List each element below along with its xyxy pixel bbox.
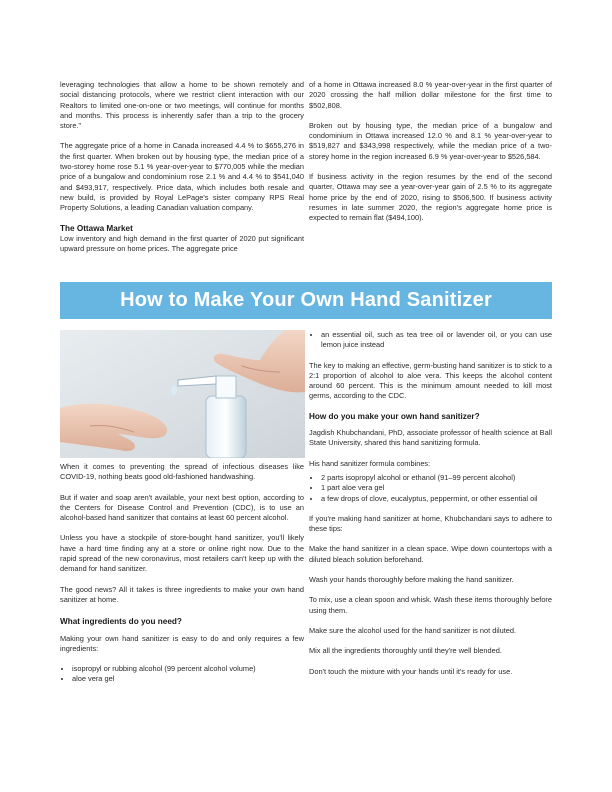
paragraph: The key to making an effective, germ-busting hand sanitizer is to stick to a 2:1 proportion of alcohol to aloe vera. This keeps the alcohol content around 60 percent. This is the minimum amount needed to kill most germs, according to the CDC. xyxy=(309,360,552,401)
hand-sanitizer-photo xyxy=(60,330,305,458)
tip: Don't touch the mixture with your hands until it's ready for use. xyxy=(309,666,513,676)
list-item: • isopropyl or rubbing alcohol (99 percent alcohol volume) xyxy=(72,664,304,674)
paragraph: of a home in Ottawa increased 8.0 % year-over-year in the first quarter of 2020 crossing the half million dollar milestone for the first time to $502,808. xyxy=(309,80,552,110)
section-heading: The Ottawa Market xyxy=(60,223,133,233)
paragraph: Broken out by housing type, the median price of a bungalow and condominium in Ottawa increased 12.0 % and 8.1 % year-over-year to $519,827 and $343,998 respectively, while the median price of a two-storey home in the region increased 6.9 % year-over-year to $526,584. xyxy=(309,120,552,161)
paragraph: Low inventory and high demand in the first quarter of 2020 put significant upward pressure on home prices. The aggregate price xyxy=(60,233,304,254)
list-item: • aloe vera gel xyxy=(72,674,304,684)
ingredient-list-continued xyxy=(309,330,552,351)
top-right-column xyxy=(309,80,552,234)
tip: Make sure the alcohol used for the hand sanitizer is not diluted. xyxy=(309,625,517,635)
paragraph: leveraging technologies that allow a home to be shown remotely and social distancing protocols, where we restrict client interaction with our Realtors to limited one-on-one or two meetings, will continue for months and months. This process is inherently safer than a trip to the grocery store." xyxy=(60,80,304,131)
paragraph: The good news? All it takes is three ingredients to make your own hand sanitizer at home. xyxy=(60,584,304,604)
list-item: • a few drops of clove, eucalyptus, peppermint, or other essential oil xyxy=(321,494,552,504)
ingredient-list xyxy=(60,664,304,685)
section-heading: What ingredients do you need? xyxy=(60,617,182,627)
tip: Wash your hands thoroughly before making the hand sanitizer. xyxy=(309,575,514,585)
bottom-left-column xyxy=(60,462,304,695)
paragraph: If you're making hand sanitizer at home, Khubchandani says to adhere to these tips: xyxy=(309,513,552,534)
paragraph: When it comes to preventing the spread of infectious diseases like COVID-19, nothing beats good old-fashioned handwashing. xyxy=(60,462,304,482)
paragraph: The aggregate price of a home in Canada increased 4.4 % to $655,276 in the first quarter. When broken out by housing type, the median price of a two-storey home rose 5.1 % year-over-year to $770,005 while the median price of a bungalow and condominium rose 2.1 % and 4.4 % to $541,040 and $493,917, respectively. Price data, which includes both resale and new build, is provided by Royal LePage's sister company RPS Real Property Solutions, a leading Canadian valuation company. xyxy=(60,141,304,213)
article-title-banner xyxy=(60,282,552,319)
bottom-right-column xyxy=(309,330,552,687)
list-item: • 1 part aloe vera gel xyxy=(321,483,552,493)
paragraph: Jagdish Khubchandani, PhD, associate professor of health science at Ball State University, shared this hand sanitizing formula. xyxy=(309,428,552,448)
section-heading: How do you make your own hand sanitizer? xyxy=(309,411,480,421)
tip: Make the hand sanitizer in a clean space. Wipe down countertops with a diluted bleach solution beforehand. xyxy=(309,544,552,564)
top-left-column xyxy=(60,80,304,264)
tip: Mix all the ingredients thoroughly until they're well blended. xyxy=(309,646,502,656)
paragraph: If business activity in the region resumes by the end of the second quarter, Ottawa may see a year-over-year gain of 2.5 % to its aggregate home price by the end of 2020, rising to $506,500. If business activity resumes in late summer 2020, the region's aggregate home price is expected to remain flat ($494,100). xyxy=(309,172,552,223)
formula-list xyxy=(309,473,552,504)
paragraph: But if water and soap aren't available, your next best option, according to the Centers for Disease Control and Prevention (CDC), is to use an alcohol-based hand sanitizer that contains at least 60 percent alcohol. xyxy=(60,492,304,523)
list-item: • an essential oil, such as tea tree oil or lavender oil, or you can use lemon juice instead xyxy=(321,330,552,351)
paragraph: Making your own hand sanitizer is easy to do and only requires a few ingredients: xyxy=(60,633,304,653)
paragraph: Unless you have a stockpile of store-bought hand sanitizer, you'll likely have a hard time finding any at a store or online right now. Due to the rapid spread of the new coronavirus, most retailers can't keep up with the demand for hand sanitizer. xyxy=(60,533,304,574)
paragraph: His hand sanitizer formula combines: xyxy=(309,458,431,468)
tip: To mix, use a clean spoon and whisk. Wash these items thoroughly before using them. xyxy=(309,595,552,615)
list-item: • 2 parts isopropyl alcohol or ethanol (91–99 percent alcohol) xyxy=(321,473,552,483)
article-title: How to Make Your Own Hand Sanitizer xyxy=(120,289,492,311)
